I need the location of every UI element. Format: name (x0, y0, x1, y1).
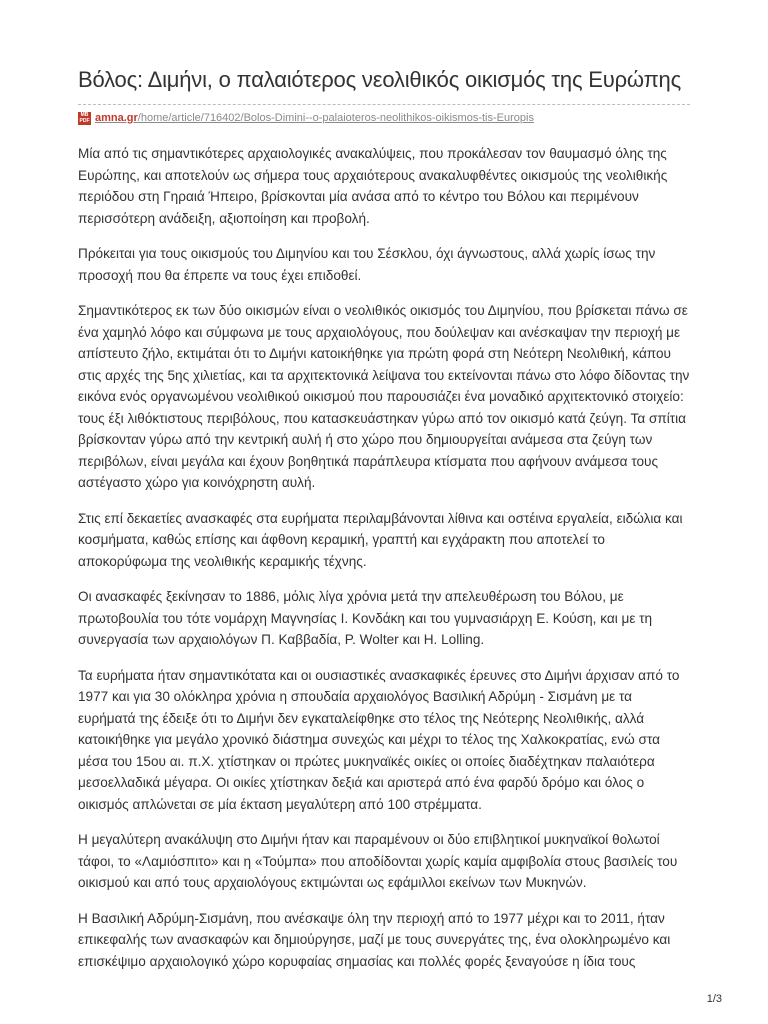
source-domain: amna.gr (95, 112, 138, 124)
source-link[interactable] (95, 112, 534, 124)
paragraph: Σημαντικότερος εκ των δύο οικισμών είναι ο νεολιθικός οικισμός του Διμηνίου, που βρίσκεται πάνω σε ένα χαμηλό λόφο και σύμφωνα με τους αρχαιολόγους, που δούλεψαν και ανέσκαψαν την περιοχή με απίστευτο ζήλο, εκτιμάται ότι το Διμήνι κατοικήθηκε για πρώτη φορά στη Νεότερη Νεολιθική, κάπου στις αρχές της 5ης χιλιετίας, και τα αρχιτεκτονικά λείψανα του εκτείνονται πάνω στο λόφο δίδοντας την εικόνα ενός οργανωμένου νεολιθικού οικισμού που παρουσιάζει ένα μοναδικό αρχιτεκτονικό στοιχείο: τους έξι λιθόκτιστους περιβόλους, που κατασκευάστηκαν γύρω από τον οικισμό κατά ζεύγη. Τα σπίτια βρίσκονταν γύρω από την κεντρική αυλή ή στο χώρο που δημιουργείται ανάμεσα στα ζεύγη των περιβόλων, είναι μεγάλα και έχουν βοηθητικά παράπλευρα κτίσματα που αφήνουν ανάμεσα τους αστέγαστο χώρο για κοινόχρηστη αυλή. (78, 303, 690, 490)
pdf-source-icon: MB PDF (79, 112, 90, 124)
paragraph: Οι ανασκαφές ξεκίνησαν το 1886, μόλις λίγα χρόνια μετά την απελευθέρωση του Βόλου, με πρωτοβουλία του τότε νομάρχη Μαγνησίας Ι. Κονδάκη και του γυμνασιάρχη Ε. Κούση, και με τη συνεργασία των αρχαιολόγων Π. Καββαδία, P. Wolter και H. Lolling. (78, 589, 653, 647)
paragraph: Πρόκειται για τους οικισμούς του Διμηνίου και του Σέσκλου, όχι άγνωστους, αλλά χωρίς ίσως την προσοχή που θα έπρεπε να τους έχει επιδοθεί. (78, 246, 656, 283)
source-row (78, 104, 690, 125)
page-number: 1/3 (706, 993, 722, 1005)
paragraph: Μία από τις σημαντικότερες αρχαιολογικές ανακαλύψεις, που προκάλεσαν τον θαυμασμό όλης της Ευρώπης, και αποτελούν ως σήμερα τους αρχαιότερους ανακαλυφθέντες οικισμούς της νεολιθικής περιόδου στη Γηραιά Ήπειρο, βρίσκονται μία ανάσα από το κέντρο του Βόλου και περιμένουν περισσότερη ανάδειξη, αξιοποίηση και προβολή. (78, 146, 668, 226)
paragraph: Η μεγαλύτερη ανακάλυψη στο Διμήνι ήταν και παραμένουν οι δύο επιβλητικοί μυκηναϊκοί θολωτοί τάφοι, το «Λαμιόσπιτο» και η «Τούμπα» που αποδίδονται χωρίς καμία αμφιβολία στους βασιλείς του οικισμού και από τους αρχαιολόγους εκτιμώνται ως εφάμιλλοι εκείνων των Μυκηνών. (78, 832, 678, 890)
document-page (78, 0, 690, 986)
article-title: Βόλος: Διμήνι, ο παλαιότερος νεολιθικός οικισμός της Ευρώπης (78, 67, 681, 92)
source-path: /home/article/716402/Bolos-Dimini--o-palaioteros-neolithikos-oikismos-tis-Europis (137, 112, 534, 124)
article-body (78, 143, 690, 972)
paragraph: Η Βασιλική Αδρύμη-Σισμάνη, που ανέσκαψε όλη την περιοχή από το 1977 μέχρι και το 2011, ήταν επικεφαλής των ανασκαφών και δημιούργησε, μαζί με τους συνεργάτες της, ένα ολοκληρωμένο και επισκέψιμο αρχαιολογικό χώρο κορυφαίας σημασίας και πολλές φορές ξεναγούσε η ίδια τους (78, 910, 671, 969)
paragraph: Στις επί δεκαετίες ανασκαφές στα ευρήματα περιλαμβάνονται λίθινα και οστέινα εργαλεία, ειδώλια και κοσμήματα, καθώς επίσης και άφθονη κεραμική, γραπτή και εγχάρακτη που αποτελεί το αποκορύφωμα της νεολιθικής κεραμικής τέχνης. (78, 510, 683, 569)
paragraph: Τα ευρήματα ήταν σημαντικότατα και οι ουσιαστικές ανασκαφικές έρευνες στο Διμήνι άρχισαν από το 1977 και για 30 ολόκληρα χρόνια η σπουδαία αρχαιολόγος Βασιλική Αδρύμη - Σισμάνη με τα ευρήματά της έδειξε ότι το Διμήνι δεν εγκαταλείφθηκε στο τέλος της Νεότερης Νεολιθικής, αλλά κατοικήθηκε για μεγάλο χρονικό διάστημα συνεχώς και μέχρι το τέλος της Χαλκοκρατίας, ενώ στα μέσα του 15ου αι. π.Χ. χτίστηκαν οι πρώτες μυκηναϊκές οικίες οι οποίες διαδέχτηκαν παλαιότερα μεσοελλαδικά μέγαρα. Οι οικίες χτίστηκαν δεξιά και αριστερά από ένα φαρδύ δρόμο και όλος ο οικισμός απλώνεται σε μία έκταση μεγαλύτερη από 100 στρέμματα. (78, 667, 680, 812)
